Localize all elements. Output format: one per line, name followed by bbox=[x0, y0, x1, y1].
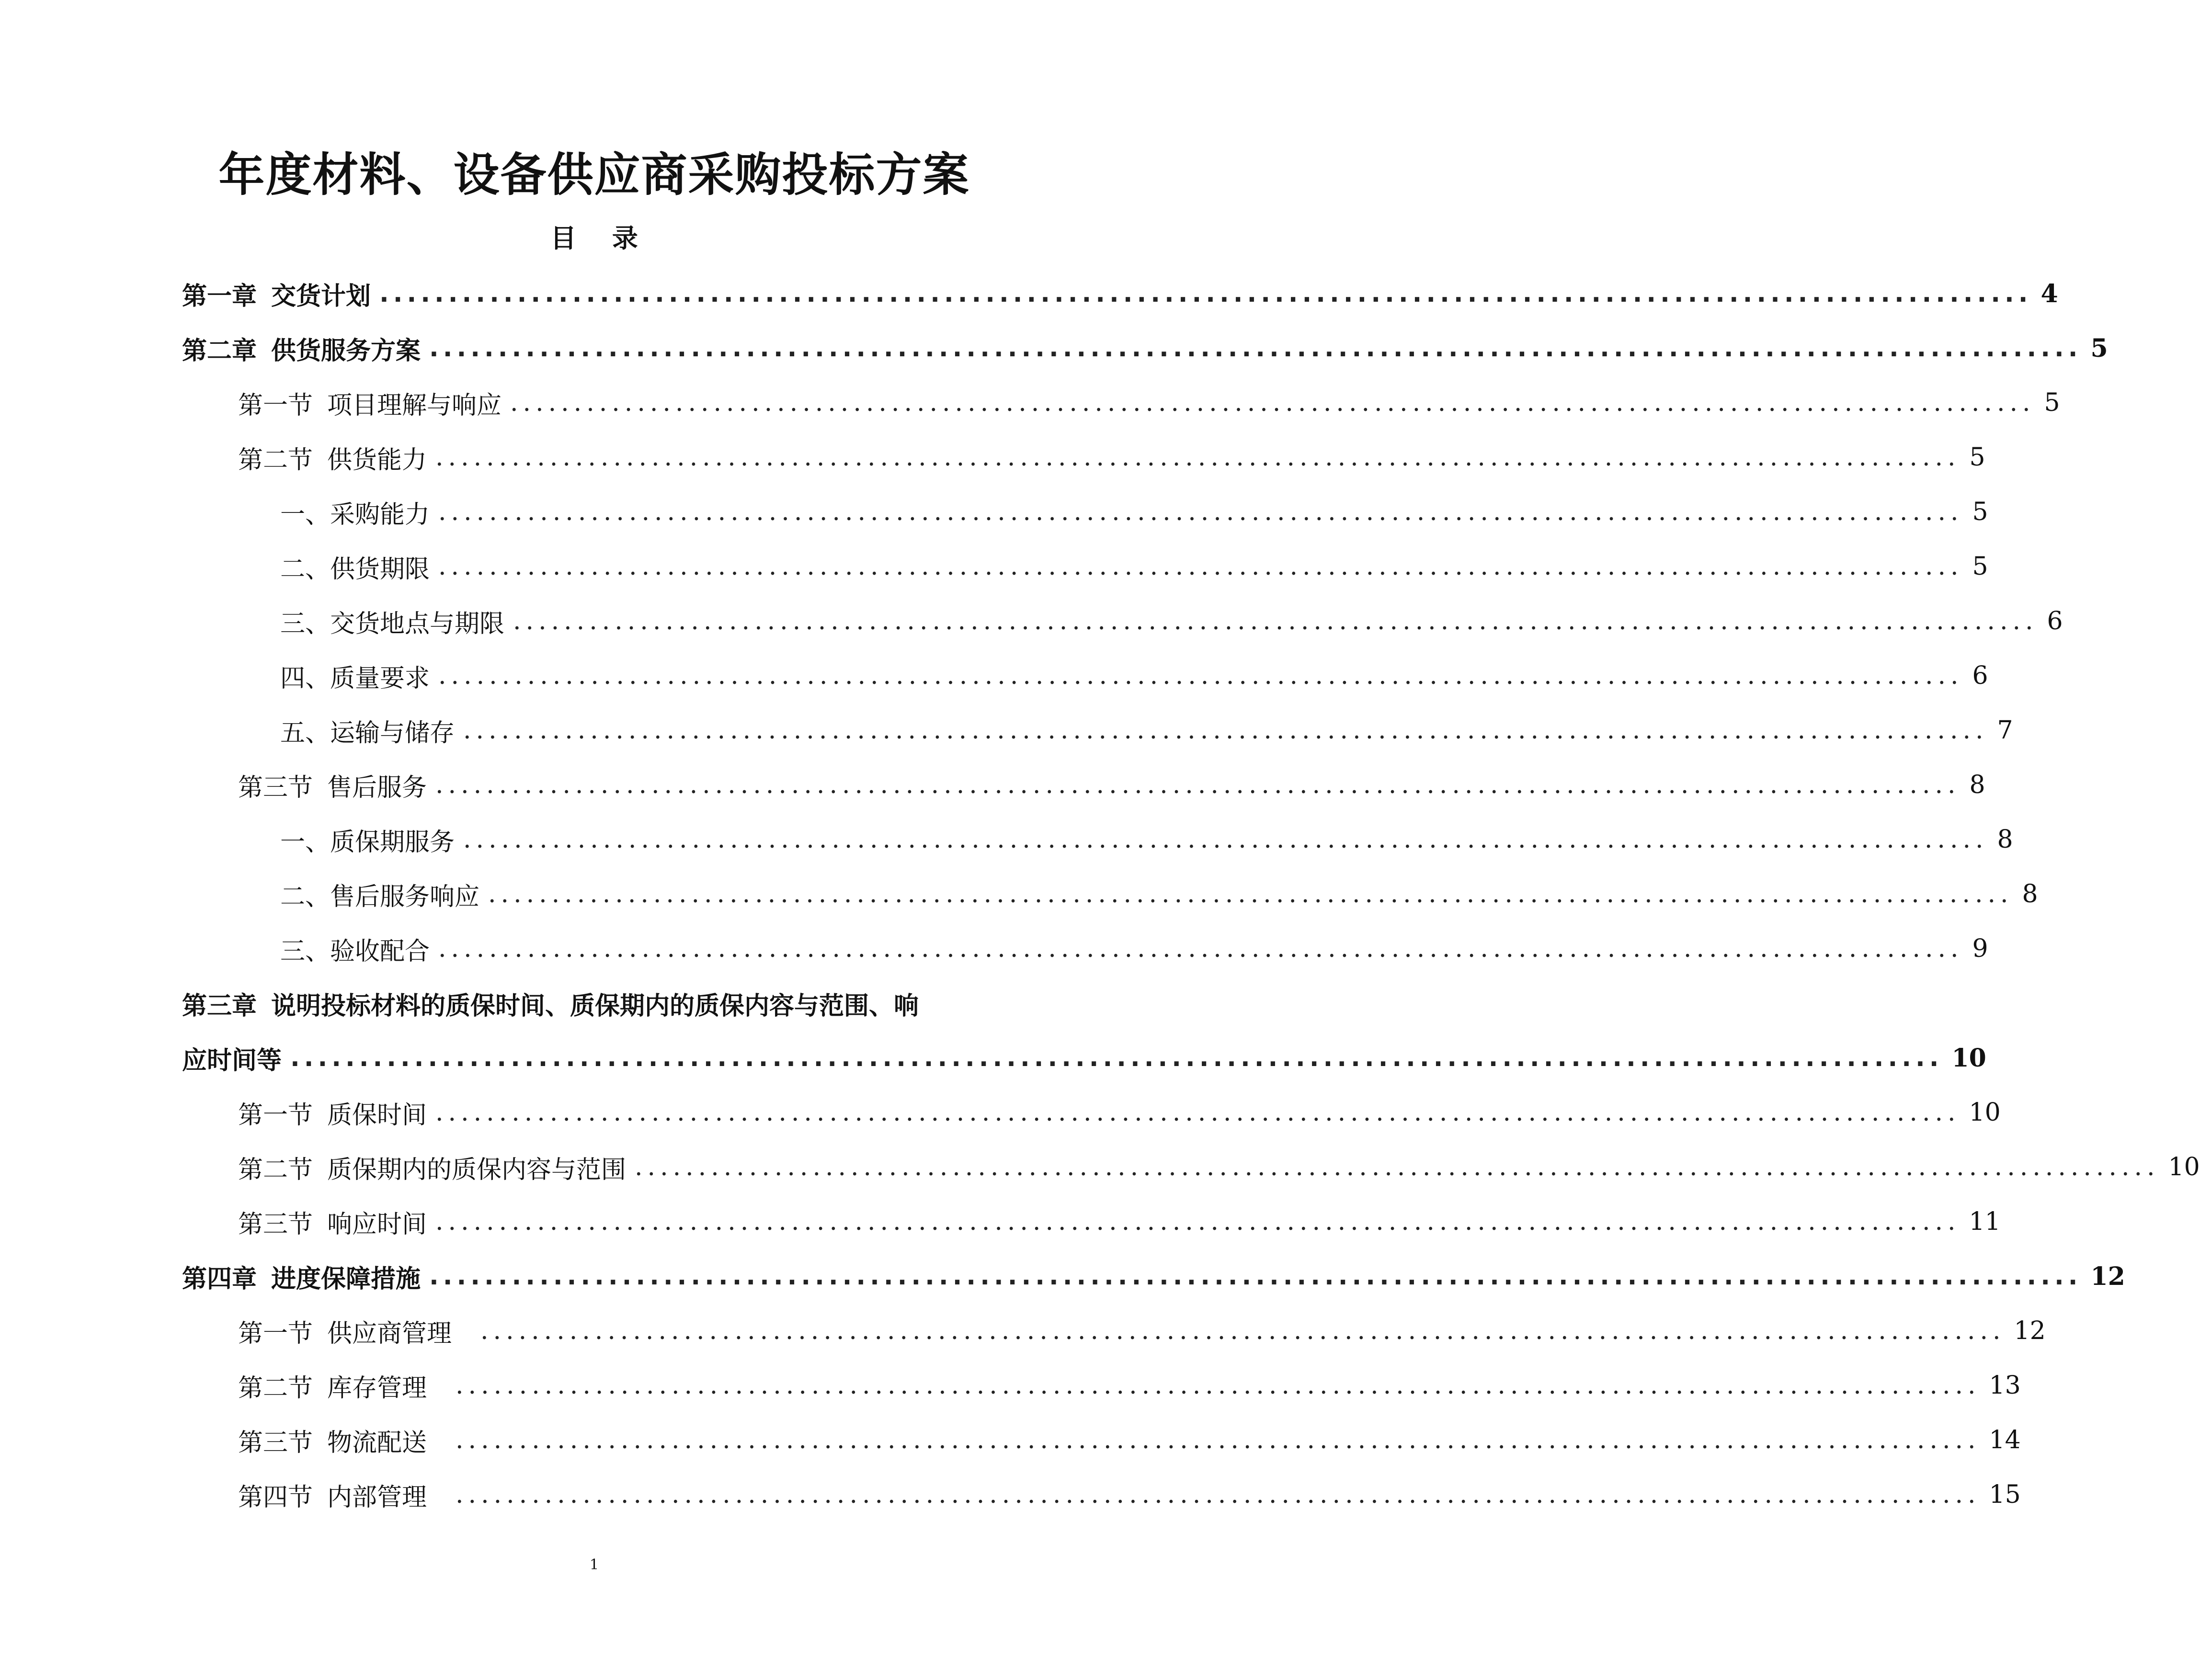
toc-entry-number: 第一节 bbox=[238, 391, 313, 420]
toc-dot-leader: ........................................................................................................................ bbox=[480, 1317, 2006, 1345]
toc-dot-leader: ........................................................................................................................ bbox=[438, 934, 1963, 963]
toc-entry-title: 一、质保期服务 bbox=[280, 828, 455, 857]
toc-dot-leader: ........................................................................................................................ bbox=[429, 334, 2082, 363]
toc-entry-number: 第三节 bbox=[238, 1428, 313, 1457]
toc-dot-leader: ........................................................................................................................ bbox=[456, 1371, 1981, 1400]
toc-entry-number: 第一章 bbox=[182, 282, 257, 311]
toc-entry[interactable] bbox=[182, 1467, 2021, 1522]
toc-entry[interactable] bbox=[182, 976, 1015, 1031]
toc-page-number: 12 bbox=[2090, 1261, 2125, 1291]
toc-entry-title: 质保期内的质保内容与范围 bbox=[327, 1155, 627, 1184]
toc-page-number: 13 bbox=[1989, 1371, 2021, 1400]
toc-entry-title: 售后服务 bbox=[327, 773, 427, 802]
toc-dot-leader: ........................................................................................................................ bbox=[635, 1153, 2160, 1181]
toc-entry[interactable] bbox=[182, 1249, 2125, 1304]
toc-dot-leader: ........................................................................................................................ bbox=[513, 607, 2038, 636]
toc-entry-title: 二、供货期限 bbox=[280, 555, 430, 584]
toc-entry-title: 二、售后服务响应 bbox=[280, 882, 480, 911]
toc-entry[interactable] bbox=[182, 375, 2060, 430]
toc-entry[interactable] bbox=[182, 921, 1988, 976]
toc-dot-leader: ........................................................................................................................ bbox=[438, 498, 1963, 526]
toc-entry-title: 供应商管理 bbox=[327, 1319, 452, 1348]
toc-entry-title: 内部管理 bbox=[327, 1483, 427, 1512]
toc-dot-leader: ........................................................................................................................ bbox=[435, 443, 1961, 472]
toc-dot-leader: ........................................................................................................................ bbox=[435, 771, 1961, 799]
toc-entry-title: 应时间等 bbox=[182, 1046, 282, 1075]
toc-entry[interactable] bbox=[182, 430, 1985, 485]
toc-entry[interactable] bbox=[182, 1140, 2200, 1194]
toc-heading: 目 录 bbox=[550, 223, 651, 253]
toc-entry-title: 项目理解与响应 bbox=[327, 391, 502, 420]
toc-entry[interactable] bbox=[182, 321, 2108, 375]
toc-dot-leader: ........................................................................................................................ bbox=[435, 1098, 1961, 1127]
page-number: 1 bbox=[589, 1556, 599, 1573]
toc-entry[interactable] bbox=[182, 485, 1988, 539]
toc-entry-number: 第二章 bbox=[182, 336, 257, 365]
toc-dot-leader: ........................................................................................................................ bbox=[379, 279, 2032, 308]
toc-page-number: 6 bbox=[1972, 661, 1988, 690]
toc-page-number: 5 bbox=[1972, 552, 1988, 581]
toc-page-number: 5 bbox=[1972, 498, 1988, 526]
toc-entry-number: 第二节 bbox=[238, 1155, 313, 1184]
toc-page-number: 9 bbox=[1972, 934, 1988, 963]
toc-entry[interactable] bbox=[182, 539, 1988, 594]
toc-entry[interactable] bbox=[182, 703, 2013, 758]
toc-page-number: 14 bbox=[1989, 1426, 2021, 1454]
toc-entry-title: 一、采购能力 bbox=[280, 500, 430, 529]
toc-entry-title: 四、质量要求 bbox=[280, 664, 430, 693]
toc-entry-continuation[interactable] bbox=[182, 1031, 1986, 1085]
table-of-contents bbox=[182, 266, 2200, 1522]
toc-dot-leader: ........................................................................................................................ bbox=[429, 1262, 2082, 1291]
toc-page-number: 6 bbox=[2047, 607, 2063, 636]
toc-entry[interactable] bbox=[182, 1358, 2021, 1413]
toc-entry-title: 三、验收配合 bbox=[280, 937, 430, 966]
toc-page-number: 15 bbox=[1989, 1480, 2021, 1509]
toc-dot-leader: ........................................................................................................................ bbox=[463, 716, 1988, 745]
toc-entry-title: 质保时间 bbox=[327, 1101, 427, 1130]
toc-dot-leader: ........................................................................................................................ bbox=[290, 1044, 1943, 1072]
toc-page-number: 5 bbox=[1969, 443, 1985, 472]
toc-entry-title: 供货服务方案 bbox=[271, 336, 421, 365]
toc-entry-number: 第一节 bbox=[238, 1101, 313, 1130]
toc-entry-title: 说明投标材料的质保时间、质保期内的质保内容与范围、响 bbox=[271, 991, 919, 1021]
toc-entry-number: 第三节 bbox=[238, 773, 313, 802]
toc-entry-number: 第二节 bbox=[238, 1374, 313, 1403]
toc-entry-title: 库存管理 bbox=[327, 1374, 427, 1403]
toc-dot-leader: ........................................................................................................................ bbox=[456, 1480, 1981, 1509]
toc-entry-title: 交货计划 bbox=[271, 282, 371, 311]
toc-dot-leader: ........................................................................................................................ bbox=[438, 661, 1963, 690]
toc-page-number: 8 bbox=[2022, 880, 2038, 908]
toc-page-number: 12 bbox=[2014, 1317, 2046, 1345]
toc-entry[interactable] bbox=[182, 1194, 2001, 1249]
toc-entry-number: 第四章 bbox=[182, 1264, 257, 1294]
toc-page-number: 4 bbox=[2040, 279, 2058, 308]
toc-entry[interactable] bbox=[182, 648, 1988, 703]
toc-page-number: 11 bbox=[1969, 1207, 2001, 1236]
toc-entry-number: 第一节 bbox=[238, 1319, 313, 1348]
toc-entry-title: 物流配送 bbox=[327, 1428, 427, 1457]
toc-dot-leader: ........................................................................................................................ bbox=[435, 1207, 1961, 1236]
toc-page-number: 5 bbox=[2090, 333, 2108, 363]
toc-page-number: 5 bbox=[2044, 388, 2060, 417]
toc-entry[interactable] bbox=[182, 266, 2058, 321]
toc-entry[interactable] bbox=[182, 1413, 2021, 1467]
toc-entry-title: 五、运输与储存 bbox=[280, 718, 455, 748]
toc-page-number: 7 bbox=[1997, 716, 2013, 745]
toc-entry-title: 三、交货地点与期限 bbox=[280, 609, 505, 638]
toc-entry[interactable] bbox=[182, 594, 2063, 648]
toc-dot-leader: ........................................................................................................................ bbox=[456, 1426, 1981, 1454]
toc-page-number: 10 bbox=[1951, 1043, 1986, 1073]
toc-entry-title: 供货能力 bbox=[327, 445, 427, 475]
toc-dot-leader: ........................................................................................................................ bbox=[488, 880, 2013, 908]
toc-page-number: 8 bbox=[1997, 825, 2013, 854]
toc-dot-leader: ........................................................................................................................ bbox=[438, 552, 1963, 581]
toc-dot-leader: ........................................................................................................................ bbox=[463, 825, 1988, 854]
toc-entry[interactable] bbox=[182, 1304, 2046, 1358]
toc-entry-title: 进度保障措施 bbox=[271, 1264, 421, 1294]
toc-page-number: 10 bbox=[2168, 1153, 2200, 1181]
toc-entry-number: 第三章 bbox=[182, 991, 257, 1021]
toc-page-number: 10 bbox=[1969, 1098, 2001, 1127]
toc-entry[interactable] bbox=[182, 758, 1985, 812]
toc-entry[interactable] bbox=[182, 812, 2013, 867]
toc-entry-title: 响应时间 bbox=[327, 1210, 427, 1239]
document-title: 年度材料、设备供应商采购投标方案 bbox=[218, 148, 970, 202]
toc-entry-number: 第三节 bbox=[238, 1210, 313, 1239]
toc-entry[interactable] bbox=[182, 867, 2038, 921]
toc-dot-leader: ........................................................................................................................ bbox=[510, 388, 2035, 417]
toc-page-number: 8 bbox=[1969, 771, 1985, 799]
toc-entry-number: 第四节 bbox=[238, 1483, 313, 1512]
toc-entry-number: 第二节 bbox=[238, 445, 313, 475]
toc-entry[interactable] bbox=[182, 1085, 2001, 1140]
